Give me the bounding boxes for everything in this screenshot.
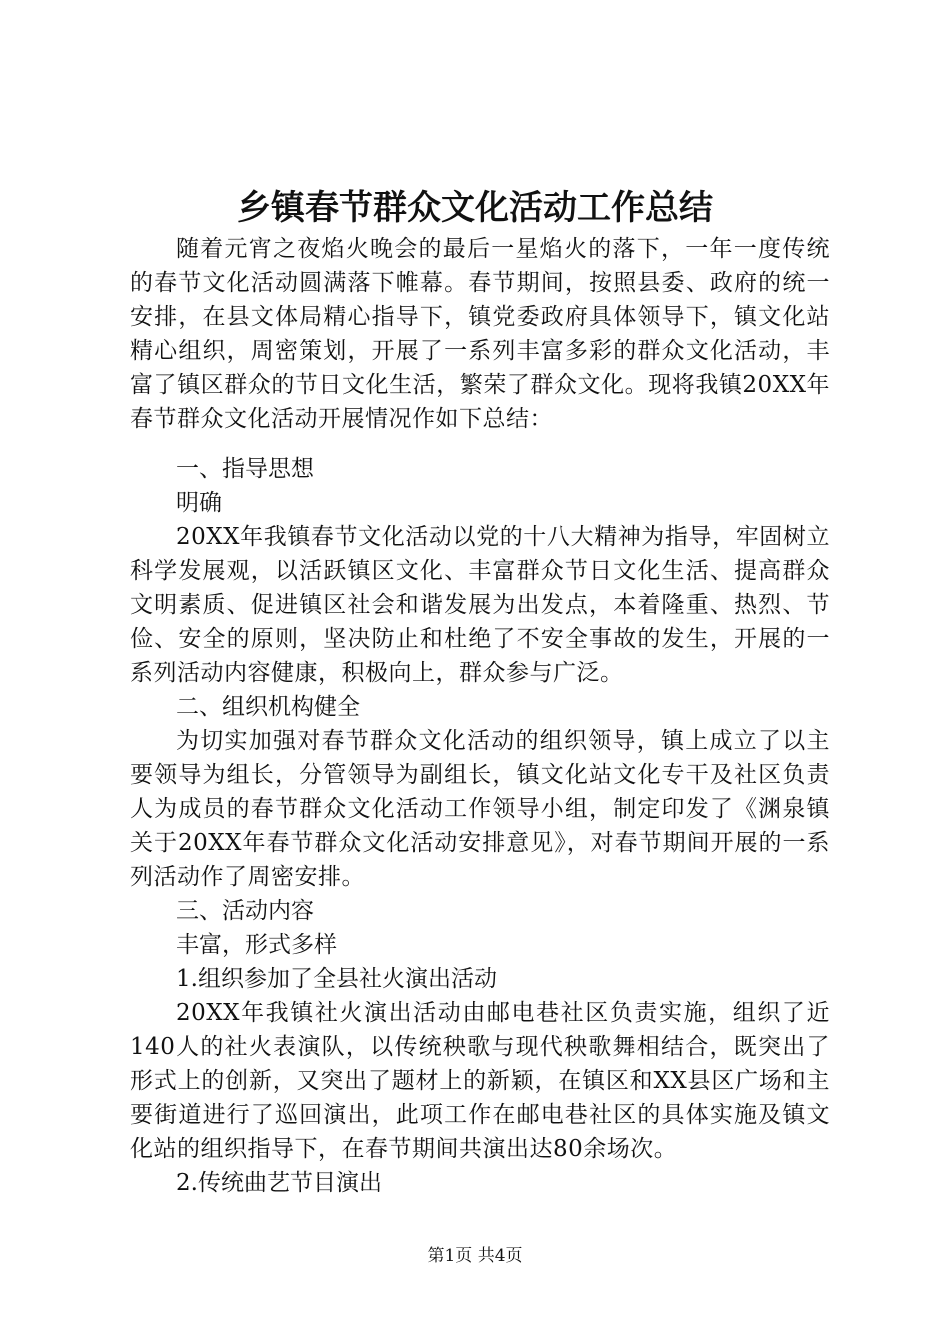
section-3-subheading: 丰富，形式多样	[176, 932, 337, 958]
section-3-heading: 三、活动内容	[176, 898, 314, 924]
section-2-paragraph: 为切实加强对春节群众文化活动的组织领导，镇上成立了以主要领导为组长，分管领导为副组长，镇文化站文化专干及社区负责人为成员的春节群众文化活动工作领导小组，制定印发了《渊泉镇关于20XX年春节群众文化活动安排意见》，对春节期间开展的一系列活动作了周密安排。	[130, 728, 830, 890]
paragraph-gap	[130, 436, 830, 452]
page-number-footer: 第1页 共4页	[427, 1246, 523, 1266]
intro-paragraph: 随着元宵之夜焰火晚会的最后一星焰火的落下，一年一度传统的春节文化活动圆满落下帷幕。春节期间，按照县委、政府的统一安排，在县文体局精心指导下，镇党委政府具体领导下，镇文化站精心组织，周密策划，开展了一系列丰富多彩的群众文化活动，丰富了镇区群众的节日文化生活，繁荣了群众文化。现将我镇20XX年春节群众文化活动开展情况作如下总结：	[130, 236, 830, 432]
section-1-heading: 一、指导思想	[176, 456, 314, 482]
section-2-heading: 二、组织机构健全	[176, 694, 360, 720]
document-title: 乡镇春节群众文化活动工作总结	[237, 188, 713, 228]
item-2-heading: 2.传统曲艺节目演出	[176, 1170, 382, 1196]
document-body	[130, 232, 830, 1200]
section-1-paragraph: 20XX年我镇春节文化活动以党的十八大精神为指导，牢固树立科学发展观，以活跃镇区文化、丰富群众节日文化生活、提高群众文明素质、促进镇区社会和谐发展为出发点，本着隆重、热烈、节俭、安全的原则，坚决防止和杜绝了不安全事故的发生，开展的一系列活动内容健康，积极向上，群众参与广泛。	[130, 524, 830, 686]
item-1-heading: 1.组织参加了全县社火演出活动	[176, 966, 497, 992]
item-1-paragraph: 20XX年我镇社火演出活动由邮电巷社区负责实施，组织了近140人的社火表演队，以传统秧歌与现代秧歌舞相结合，既突出了形式上的创新，又突出了题材上的新颖，在镇区和XX县区广场和主要街道进行了巡回演出，此项工作在邮电巷社区的具体实施及镇文化站的组织指导下，在春节期间共演出达80余场次。	[130, 1000, 830, 1162]
section-1-subheading: 明确	[176, 490, 222, 516]
